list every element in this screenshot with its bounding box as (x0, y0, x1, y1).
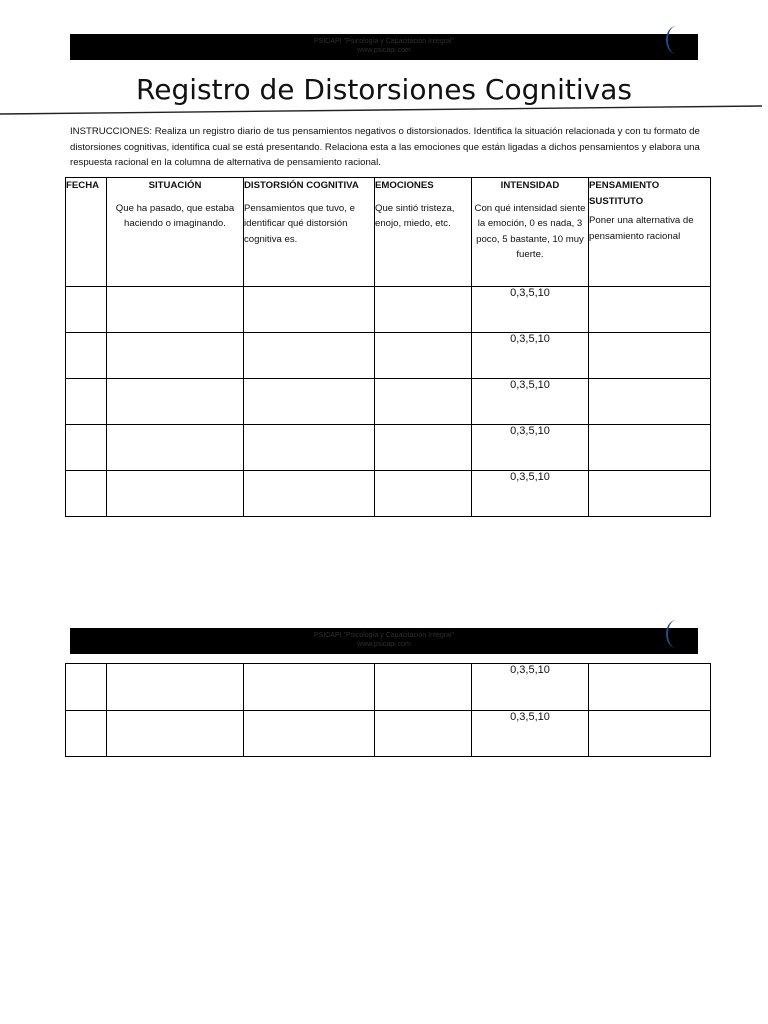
pensamiento-sustituto-cell[interactable] (589, 425, 711, 471)
pensamiento-sustituto-cell[interactable] (589, 711, 711, 757)
column-name: FECHA (66, 180, 100, 191)
emociones-cell[interactable] (375, 471, 472, 517)
header-banner-page-2 (70, 628, 698, 654)
registro-table (65, 177, 711, 517)
column-name: EMOCIONES (375, 180, 434, 191)
intensidad-cell[interactable]: 0,3,5,10 (472, 471, 589, 517)
fecha-cell[interactable] (66, 379, 107, 425)
situacion-cell[interactable] (107, 711, 244, 757)
emociones-cell[interactable] (375, 664, 472, 711)
situacion-cell[interactable] (107, 425, 244, 471)
distorsion-cell[interactable] (244, 711, 375, 757)
intensidad-cell[interactable]: 0,3,5,10 (472, 379, 589, 425)
intensidad-cell[interactable]: 0,3,5,10 (472, 287, 589, 333)
fecha-cell[interactable] (66, 287, 107, 333)
column-name: SITUACIÓN (148, 180, 202, 191)
column-header-emociones (375, 178, 472, 287)
title-underline (0, 0, 768, 120)
table-row (66, 711, 711, 757)
pensamiento-sustituto-cell[interactable] (589, 287, 711, 333)
table-row (66, 471, 711, 517)
pensamiento-sustituto-cell[interactable] (589, 333, 711, 379)
pensamiento-sustituto-cell[interactable] (589, 664, 711, 711)
intensidad-cell[interactable]: 0,3,5,10 (472, 425, 589, 471)
column-header-pensamiento-sustituto (589, 178, 711, 287)
pensamiento-sustituto-cell[interactable] (589, 471, 711, 517)
table-row (66, 287, 711, 333)
column-description: Que sintió tristeza, enojo, miedo, etc. (375, 202, 455, 229)
distorsion-cell[interactable] (244, 664, 375, 711)
distorsion-cell[interactable] (244, 379, 375, 425)
table-header-row (66, 178, 711, 287)
situacion-cell[interactable] (107, 379, 244, 425)
logo-icon (664, 618, 686, 654)
emociones-cell[interactable] (375, 333, 472, 379)
column-header-distorsion (244, 178, 375, 287)
column-description: Pensamientos que tuvo, e identificar qué distorsión cognitiva es. (244, 202, 355, 245)
fecha-cell[interactable] (66, 664, 107, 711)
column-name: INTENSIDAD (500, 180, 560, 191)
pensamiento-sustituto-cell[interactable] (589, 379, 711, 425)
table-row (66, 425, 711, 471)
situacion-cell[interactable] (107, 664, 244, 711)
column-description: Con qué intensidad siente la emoción, 0 es nada, 3 poco, 5 bastante, 10 muy fuerte. (474, 202, 586, 260)
header-org-line: PSICAPI "Psicología y Capacitación Integral" (314, 632, 454, 639)
column-header-fecha (66, 178, 107, 287)
table-row (66, 379, 711, 425)
intensidad-cell[interactable]: 0,3,5,10 (472, 664, 589, 711)
emociones-cell[interactable] (375, 425, 472, 471)
emociones-cell[interactable] (375, 379, 472, 425)
distorsion-cell[interactable] (244, 471, 375, 517)
header-org-line: PSICAPI "Psicología y Capacitación Integral" (314, 38, 454, 45)
column-name: PENSAMIENTO SUSTITUTO (589, 180, 660, 207)
distorsion-cell[interactable] (244, 425, 375, 471)
column-name: DISTORSIÓN COGNITIVA (244, 180, 359, 191)
page-title: Registro de Distorsiones Cognitivas (136, 73, 632, 106)
fecha-cell[interactable] (66, 333, 107, 379)
distorsion-cell[interactable] (244, 333, 375, 379)
column-header-intensidad (472, 178, 589, 287)
fecha-cell[interactable] (66, 711, 107, 757)
column-header-situacion (107, 178, 244, 287)
emociones-cell[interactable] (375, 287, 472, 333)
situacion-cell[interactable] (107, 471, 244, 517)
situacion-cell[interactable] (107, 333, 244, 379)
fecha-cell[interactable] (66, 425, 107, 471)
column-description: Poner una alternativa de pensamiento racional (589, 215, 694, 242)
distorsion-cell[interactable] (244, 287, 375, 333)
emociones-cell[interactable] (375, 711, 472, 757)
instructions-text: INSTRUCCIONES: Realiza un registro diario de tus pensamientos negativos o distorsionados. Identifica la situación relacionada y con tu formato de distorsiones cognitivas, identifica cual se está presentando. Relaciona esta a las emociones que están ligadas a dichos pensamientos y elabora una respuesta racional en la columna de alternativa de pensamiento racional. (70, 126, 700, 168)
situacion-cell[interactable] (107, 287, 244, 333)
column-description: Que ha pasado, que estaba haciendo o imaginando. (115, 202, 235, 229)
table-row (66, 333, 711, 379)
header-web-line: www.psicapi.com (357, 641, 411, 648)
fecha-cell[interactable] (66, 471, 107, 517)
table-row (66, 664, 711, 711)
header-web-line: www.psicapi.com (357, 47, 411, 54)
intensidad-cell[interactable]: 0,3,5,10 (472, 711, 589, 757)
intensidad-cell[interactable]: 0,3,5,10 (472, 333, 589, 379)
registro-table-continued (65, 663, 711, 757)
